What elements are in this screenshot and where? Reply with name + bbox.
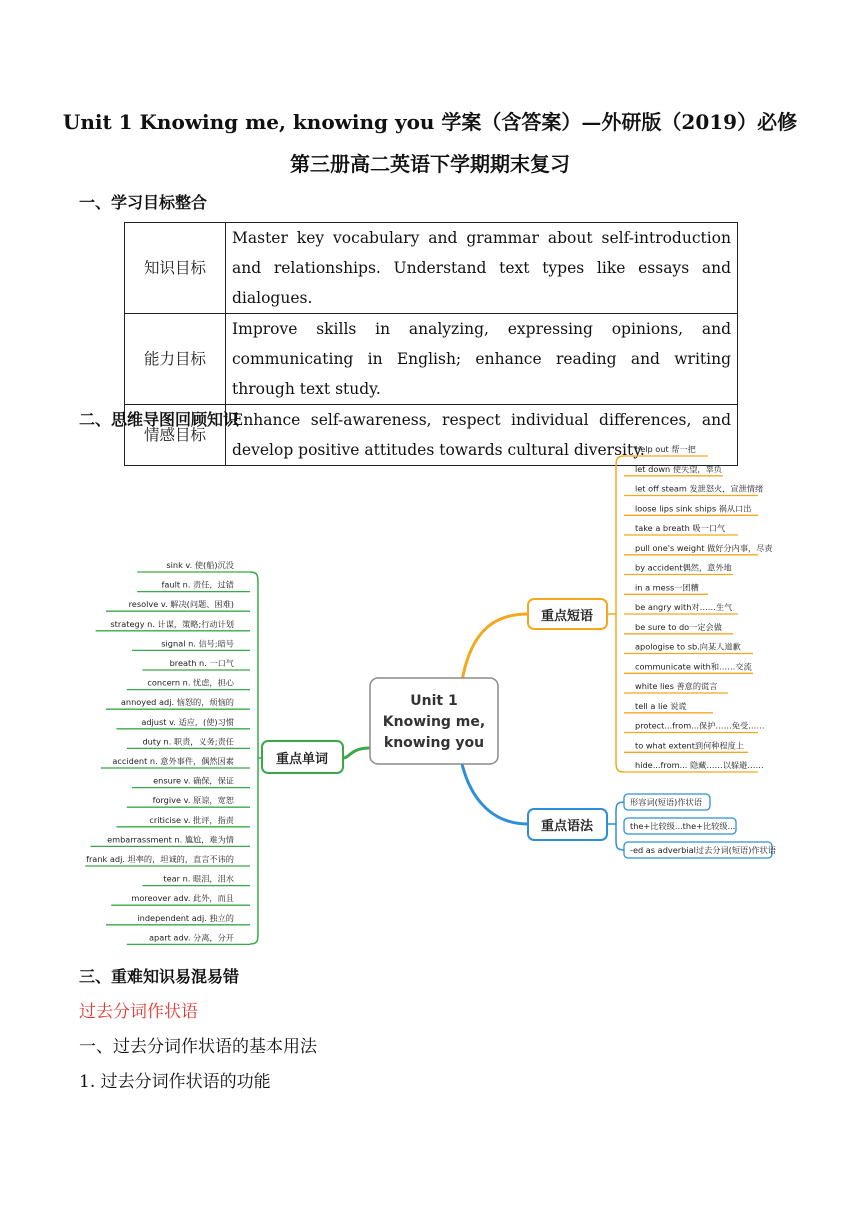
grammar-leaf: -ed as adverbial过去分词(短语)作状语 <box>630 845 776 855</box>
objective-text: Improve skills in analyzing, expressing opinions, and communicating in English; enhance reading and writing through text study. <box>226 314 738 405</box>
phrase-leaf: tell a lie 说谎 <box>635 700 687 711</box>
mindmap-center-line: knowing you <box>383 735 485 751</box>
section-heading-mindmap: 二、思维导图回顾知识 <box>79 410 240 429</box>
table-row <box>125 314 738 405</box>
mindmap-center-line: Knowing me, <box>382 714 486 730</box>
section-heading-objectives: 一、学习目标整合 <box>79 193 208 212</box>
vocab-leaf: frank adj. 坦率的，坦诚的，直言不讳的 <box>86 854 234 864</box>
phrase-leaf: protect...from...保护……免受…… <box>635 720 765 731</box>
objective-label: 知识目标 <box>125 223 226 314</box>
vocab-leaf: annoyed adj. 恼怒的，烦恼的 <box>120 697 234 708</box>
objective-text: Enhance self-awareness, respect individual differences, and develop positive attitudes towards cultural diversity. <box>226 405 738 466</box>
table-row <box>125 223 738 314</box>
phrase-leaf: be angry with对……生气 <box>635 602 733 612</box>
vocab-leaf: embarrassment n. 尴尬，难为情 <box>107 834 234 845</box>
doc-title-line2: 第三册高二英语下学期期末复习 <box>290 152 570 176</box>
mindmap-grammar-title: 重点语法 <box>540 819 594 834</box>
phrase-leaf: hide...from... 隐藏……以躲避…… <box>635 760 764 770</box>
phrase-leaf: take a breath 吸一口气 <box>635 523 726 533</box>
objective-label: 能力目标 <box>125 314 226 405</box>
topic-heading: 过去分词作状语 <box>79 1002 198 1022</box>
phrase-leaf: loose lips sink ships 祸从口出 <box>635 503 752 514</box>
vocab-leaf: breath n. 一口气 <box>169 658 234 668</box>
phrase-leaf: white lies 善意的谎言 <box>635 681 718 691</box>
objective-text: Master key vocabulary and grammar about self-introduction and relationships. Understand text types like essays and dialogues. <box>226 223 738 314</box>
objective-label: 情感目标 <box>125 405 226 466</box>
section-heading-difficulties: 三、重难知识易混易错 <box>79 967 240 986</box>
vocab-leaf: forgive v. 原谅，宽恕 <box>152 795 234 806</box>
vocab-leaf: moreover adv. 此外，而且 <box>131 893 234 904</box>
phrase-leaf: communicate with和……交流 <box>635 661 752 672</box>
phrase-leaf: in a mess一团糟 <box>635 582 699 593</box>
body-paragraph: 1. 过去分词作状语的功能 <box>79 1072 271 1092</box>
vocab-leaf: sink v. 使(船)沉没 <box>166 560 234 570</box>
vocab-leaf: duty n. 职责，义务;责任 <box>142 736 234 747</box>
phrase-leaf: apologise to sb.向某人道歉 <box>635 641 741 652</box>
phrase-leaf: to what extent到何种程度上 <box>635 740 745 751</box>
vocab-leaf: independent adj. 独立的 <box>137 912 234 923</box>
vocab-leaf: tear n. 眼泪，泪水 <box>163 873 234 884</box>
phrase-leaf: let off steam 发泄怒火，宣泄情绪 <box>635 483 764 494</box>
vocab-leaf: strategy n. 计谋，策略;行动计划 <box>110 618 234 629</box>
mindmap-vocab-title: 重点单词 <box>275 752 329 767</box>
vocab-leaf: resolve v. 解决(问题、困难) <box>128 599 234 610</box>
phrase-leaf: pull one's weight 做好分内事，尽责 <box>635 542 773 553</box>
vocab-leaf: signal n. 信号;暗号 <box>161 638 234 649</box>
vocab-leaf: fault n. 责任，过错 <box>161 579 234 590</box>
vocab-leaf: concern n. 忧虑，担心 <box>147 677 234 688</box>
vocab-leaf: criticise v. 批评，指责 <box>149 814 234 825</box>
grammar-leaf: the+比较级...the+比较级... <box>630 821 736 831</box>
vocab-leaf: adjust v. 适应，(使)习惯 <box>141 716 234 727</box>
grammar-leaf: 形容词(短语)作状语 <box>630 797 702 807</box>
body-paragraph: 一、过去分词作状语的基本用法 <box>79 1037 317 1057</box>
vocab-leaf: apart adv. 分离，分开 <box>149 932 234 943</box>
phrase-leaf: help out 帮一把 <box>635 444 696 454</box>
vocab-leaf: accident n. 意外事件，偶然因素 <box>112 756 234 766</box>
doc-title-line1: Unit 1 Knowing me, knowing you 学案（含答案）—外研版（2019）必修 <box>62 110 798 134</box>
phrase-leaf: by accident偶然，意外地 <box>635 562 732 573</box>
phrase-leaf: let down 使失望，辜负 <box>635 463 722 474</box>
mind-map <box>0 436 860 956</box>
vocab-leaf: ensure v. 确保，保证 <box>153 775 234 786</box>
phrase-leaf: be sure to do一定会做 <box>635 621 722 632</box>
mindmap-center-line: Unit 1 <box>410 693 458 709</box>
mindmap-phrase-title: 重点短语 <box>540 609 594 624</box>
